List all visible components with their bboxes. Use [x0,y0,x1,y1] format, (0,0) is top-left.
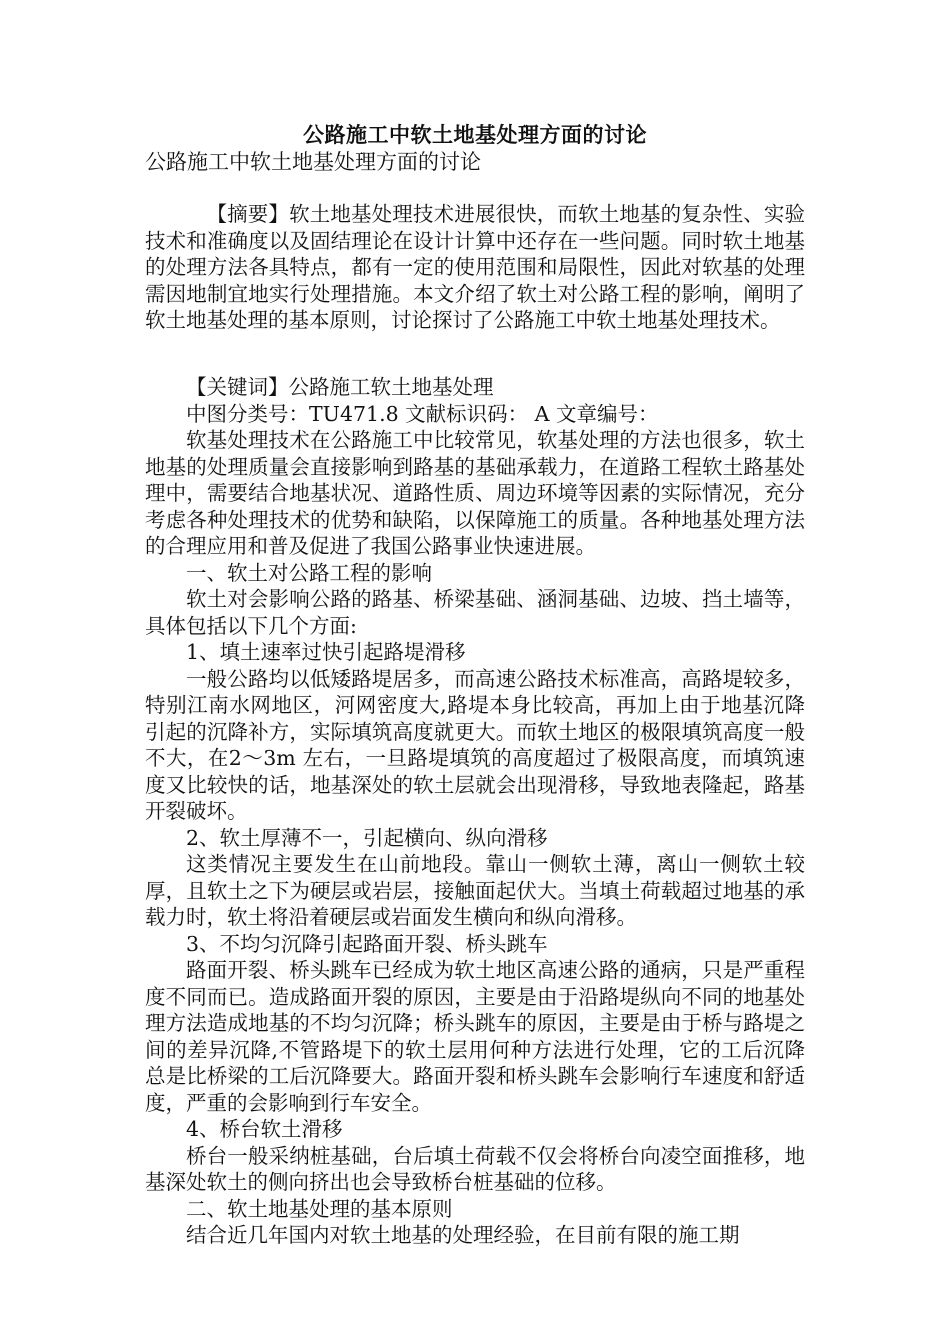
subsection-heading: 3、不均匀沉降引起路面开裂、桥头跳车 [186,931,548,956]
section-intro-paragraph: 软土对会影响公路的路基、桥梁基础、涵洞基础、边坡、挡土墙等，具体包括以下几个方面: [145,587,805,638]
section-heading: 一、软土对公路工程的影响 [186,560,432,585]
abstract-paragraph: 【摘要】软土地基处理技术进展很快，而软土地基的复杂性、实验技术和准确度以及固结理论在设计计算中还存在一些问题。同时软土地基的处理方法各具特点，都有一定的使用范围和局限性，因此对软基的处理需因地制宜地实行处理措施。本文介绍了软土对公路工程的影响，阐明了软土地基处理的基本原则，讨论探讨了公路施工中软土地基处理技术。 [145,202,805,332]
abstract-block [145,201,805,334]
subsection-paragraph: 路面开裂、桥头跳车已经成为软土地区高速公路的通病，只是严重程度不同而已。造成路面开裂的原因，主要是由于沿路堤纵向不同的地基处理方法造成地基的不均匀沉降；桥头跳车的原因，主要是由于桥与路堤之间的差异沉降,不管路堤下的软土层用何种方法进行处理，它的工后沉降总是比桥梁的工后沉降要大。路面开裂和桥头跳车会影响行车速度和舒适度，严重的会影响到行车安全。 [145,958,805,1115]
subsection-paragraph: 这类情况主要发生在山前地段。靠山一侧软土薄，离山一侧软土较厚，且软土之下为硬层或岩层，接触面起伏大。当填土荷载超过地基的承载力时，软土将沿着硬层或岩面发生横向和纵向滑移。 [145,852,805,929]
main-body [145,374,805,1249]
document-title: 公路施工中软土地基处理方面的讨论 [303,122,647,147]
keywords-line: 【关键词】公路施工软土地基处理 [186,375,494,399]
section-paragraph: 结合近几年国内对软土地基的处理经验，在目前有限的施工期 [186,1223,740,1247]
subsection-paragraph: 一般公路均以低矮路堤居多，而高速公路技术标准高，高路堤较多，特别江南水网地区，河网密度大,路堤本身比较高，再加上由于地基沉降引起的沉降补方，实际填筑高度就更大。而软土地区的极限填筑高度一般不大，在2～3m 左右，一旦路堤填筑的高度超过了极限高度，而填筑速度又比较快的话，地基深处的软土层就会出现滑移，导致地表隆起，路基开裂破坏。 [145,666,805,823]
subsection-heading: 2、软土厚薄不一，引起横向、纵向滑移 [186,825,548,850]
classification-line: 中图分类号：TU471.8 文献标识码： A 文章编号： [186,401,659,426]
subsection-heading: 4、桥台软土滑移 [186,1117,343,1141]
subsection-paragraph: 桥台一般采纳桩基础，台后填土荷载不仅会将桥台向凌空面推移，地基深处软土的侧向挤出也会导致桥台桩基础的位移。 [145,1143,805,1194]
document-subtitle: 公路施工中软土地基处理方面的讨论 [145,150,481,174]
subsection-heading: 1、填土速率过快引起路堤滑移 [186,640,466,664]
section-heading: 二、软土地基处理的基本原则 [186,1196,453,1221]
intro-paragraph: 软基处理技术在公路施工中比较常见，软基处理的方法也很多，软土地基的处理质量会直接影响到路基的基础承载力，在道路工程软土路基处理中，需要结合地基状况、道路性质、周边环境等因素的实际情况，充分考虑各种处理技术的优势和缺陷，以保障施工的质量。各种地基处理方法的合理应用和普及促进了我国公路事业快速进展。 [145,428,805,558]
